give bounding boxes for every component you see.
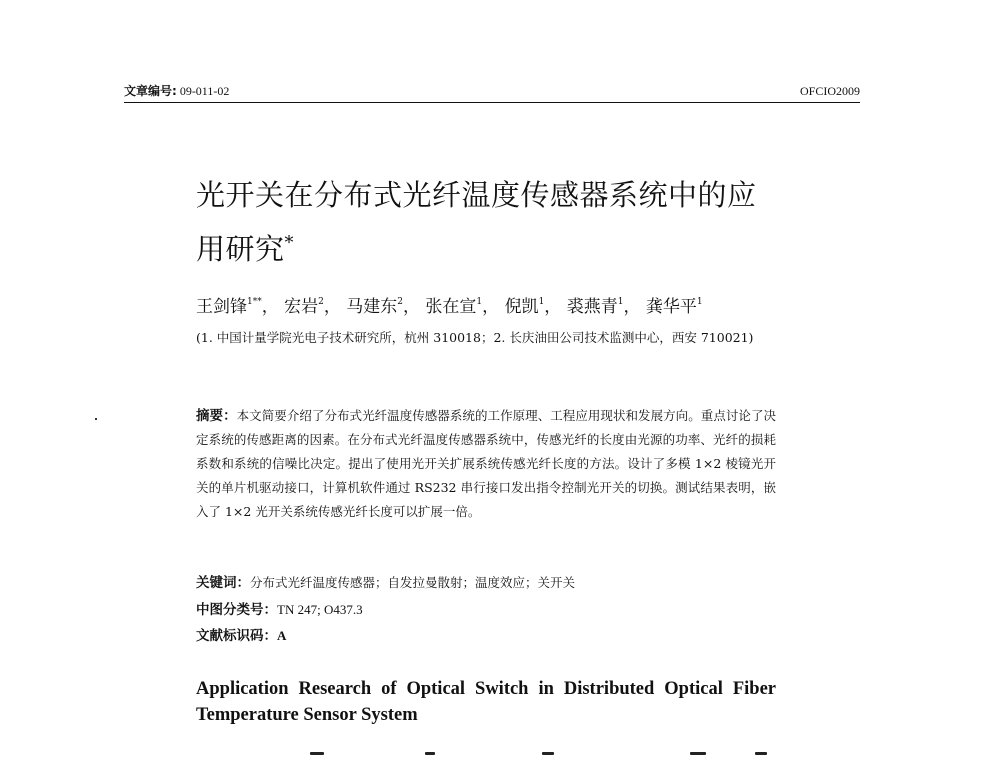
title-line-1: 光开关在分布式光纤温度传感器系统中的应 [196, 178, 757, 212]
text-fragment [542, 752, 554, 755]
english-title: Application Research of Optical Switch in Distributed Optical Fiber Temperature Sensor System [196, 679, 776, 725]
abstract [196, 404, 776, 524]
text-fragment [755, 752, 767, 755]
article-number-label: 文章编号: [124, 84, 177, 98]
affiliation: (1. 中国计量学院光电子技术研究所，杭州 310018；2. 长庆油田公司技术监测中心，西安 710021) [196, 330, 754, 345]
keywords-label: 关键词： [196, 575, 250, 591]
paper-title [196, 168, 786, 276]
author: 张在宣$^1$， [425, 297, 500, 317]
title-footnote-mark: * [284, 232, 295, 254]
text-fragment [310, 752, 324, 755]
author: 王剑锋$^{1**}$， [196, 297, 279, 317]
classification-value: TN 247; O437.3 [277, 602, 363, 617]
author-list [196, 295, 796, 319]
text-fragment [690, 752, 706, 755]
conference-code: OFCIO2009 [799, 84, 860, 98]
cut-off-text-fragments [310, 748, 780, 760]
document-code [196, 624, 286, 648]
article-number-value: 09-011-02 [179, 84, 230, 98]
author: 宏岩$^2$， [284, 297, 341, 317]
text-fragment [425, 752, 435, 755]
document-code-value: A [277, 628, 287, 643]
article-number [124, 84, 229, 98]
abstract-label: 摘要： [196, 408, 237, 424]
keywords [196, 571, 575, 595]
author: 龚华平$^1$ [645, 297, 703, 317]
author: 倪凯$^1$， [504, 297, 562, 317]
author: 马建东$^2$， [346, 297, 421, 317]
running-header [124, 84, 860, 103]
title-line-2: 用研究 [196, 232, 285, 266]
classification-label: 中图分类号： [196, 602, 277, 618]
classification-number [196, 598, 363, 622]
scan-artifact [95, 418, 97, 420]
author: 裘燕青$^1$， [566, 297, 641, 317]
keywords-text: 分布式光纤温度传感器；自发拉曼散射；温度效应；关开关 [250, 575, 576, 590]
document-code-label: 文献标识码： [196, 628, 277, 644]
abstract-text: 本文简要介绍了分布式光纤温度传感器系统的工作原理、工程应用现状和发展方向。重点讨论了决定系统的传感距离的因素。在分布式光纤温度传感器系统中，传感光纤的长度由光源的功率、光纤的损耗系数和系统的信噪比决定。提出了使用光开关扩展系统传感光纤长度的方法。设计了多模 1×2 棱镜光开关的单片机驱动接口，计算机软件通过 RS232 串行接口发出指令控制光开关的切换。测试结果表明，嵌入了 1×2 光开关系统传感光纤长度可以扩展一倍。 [196, 408, 776, 519]
